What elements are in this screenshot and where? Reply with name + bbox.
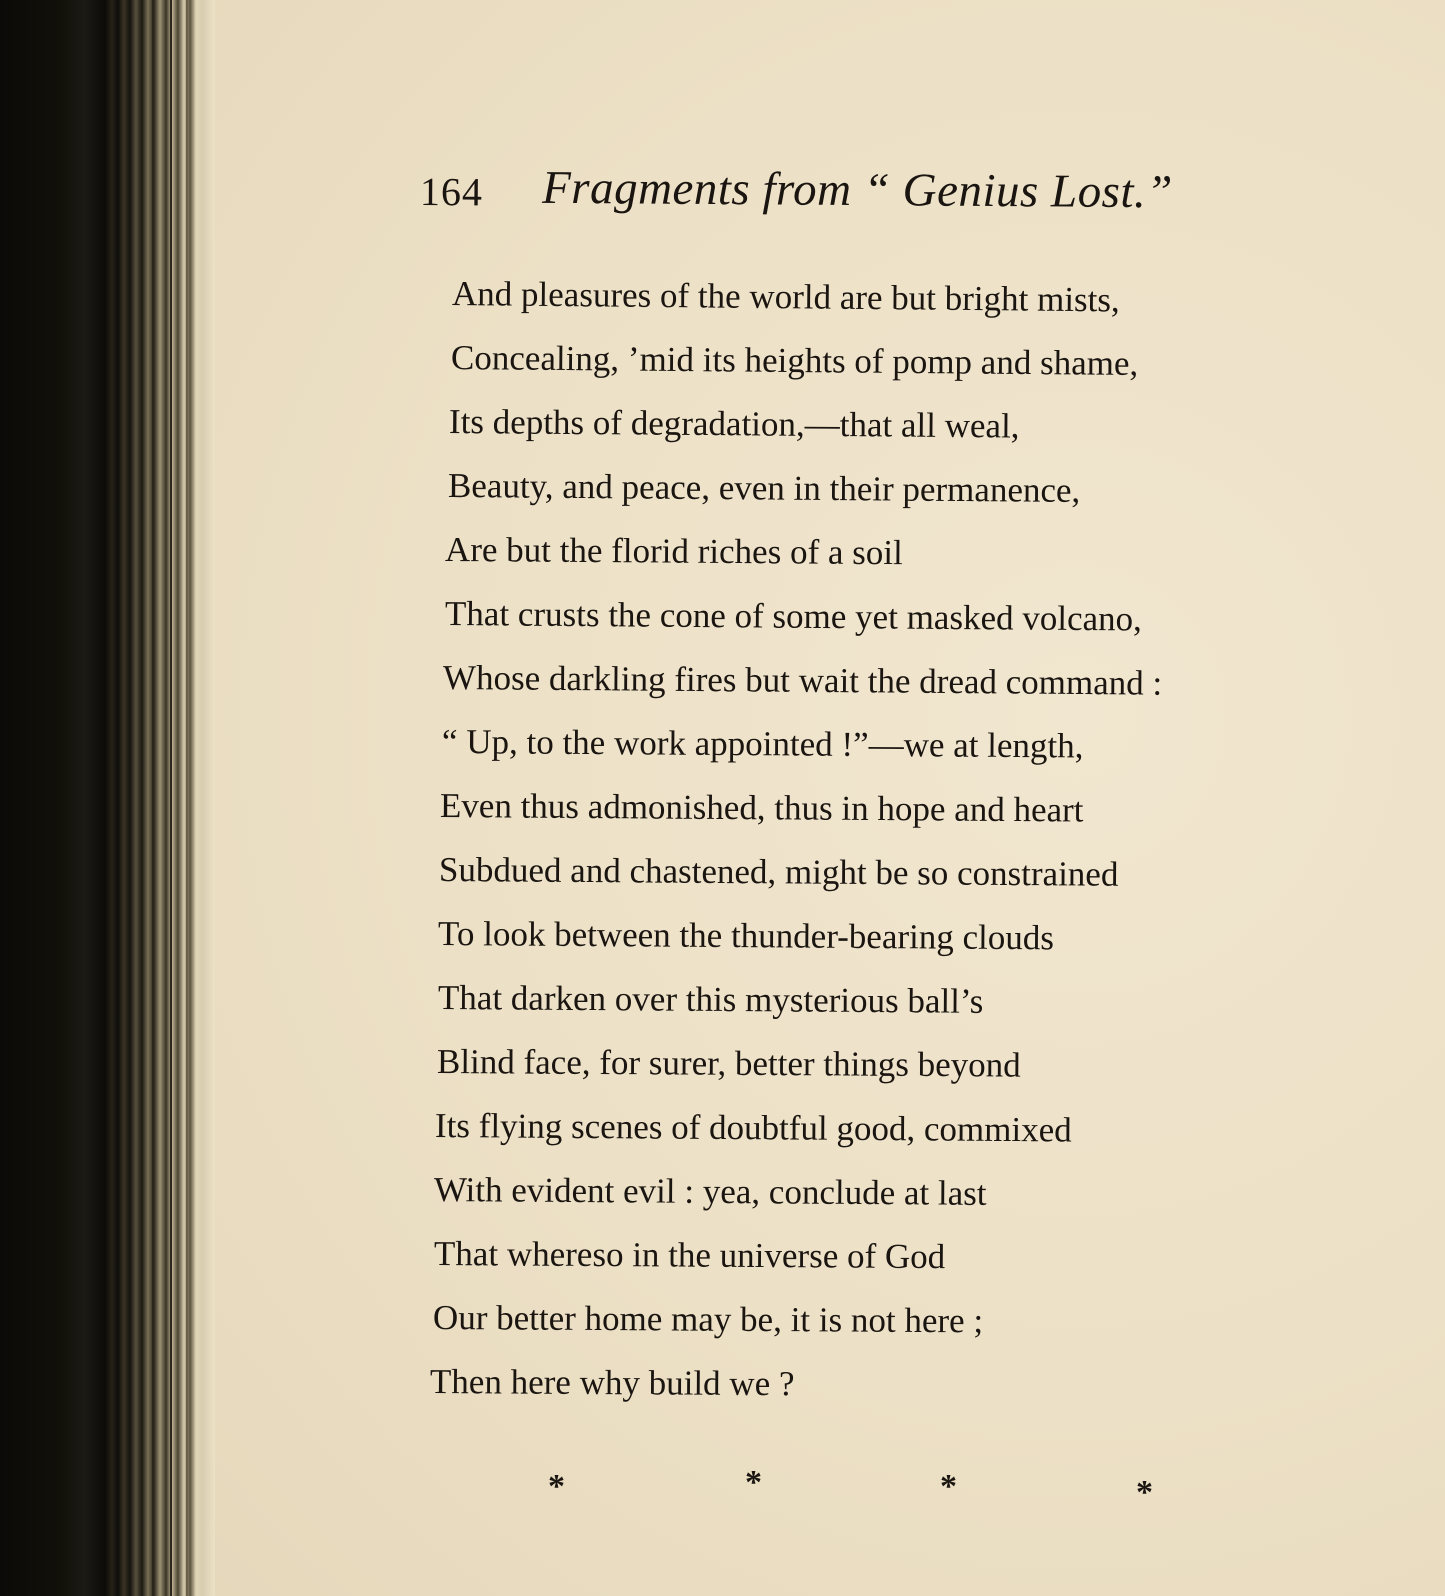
poem-line: Its depths of degradation,—that all weal, (448, 402, 1020, 446)
poem-line: That darken over this mysterious ball’s (437, 978, 984, 1021)
running-title: Fragments from “ Genius Lost.” (541, 161, 1174, 219)
poem-line: Its flying scenes of doubtful good, commixed (434, 1106, 1072, 1150)
poem-line: Concealing, ’mid its heights of pomp and shame, (450, 338, 1139, 383)
poem-line: That crusts the cone of some yet masked volcano, (444, 594, 1143, 639)
poem-line: With evident evil : yea, conclude at last (433, 1170, 987, 1213)
poem-line: To look between the thunder-bearing clouds (437, 914, 1055, 958)
poem-line: Subdued and chastened, might be so constrained (438, 850, 1119, 894)
poem-line: “ Up, to the work appointed !”—we at length, (441, 722, 1084, 766)
poem-line: Beauty, and peace, even in their permanence, (447, 466, 1081, 510)
page-header (420, 160, 1270, 236)
poem-line: And pleasures of the world are but bright mists, (451, 274, 1120, 320)
poem-line: Whose darkling fires but wait the dread command : (442, 658, 1163, 703)
separator-asterisk: * (1136, 1474, 1153, 1511)
separator-asterisk: * (548, 1468, 565, 1505)
poem-line: Our better home may be, it is not here ; (432, 1298, 984, 1341)
separator-asterisk: * (940, 1468, 957, 1505)
poem-line: Are but the florid riches of a soil (444, 530, 903, 573)
separator-asterisk: * (745, 1464, 762, 1501)
poem-text (430, 262, 1330, 1414)
poem-line: Then here why build we ? (429, 1362, 795, 1404)
poem-line: That whereso in the universe of God (433, 1234, 946, 1277)
page-number: 164 (419, 169, 484, 215)
page-edge-line (170, 0, 172, 1596)
poem-line: Even thus admonished, thus in hope and heart (439, 786, 1084, 830)
book-page-edges (0, 0, 215, 1596)
page-edge-line (152, 0, 154, 1596)
section-separator (540, 1464, 1180, 1511)
poem-line: Blind face, for surer, better things beyond (436, 1042, 1021, 1085)
page-edge-line (186, 0, 188, 1596)
